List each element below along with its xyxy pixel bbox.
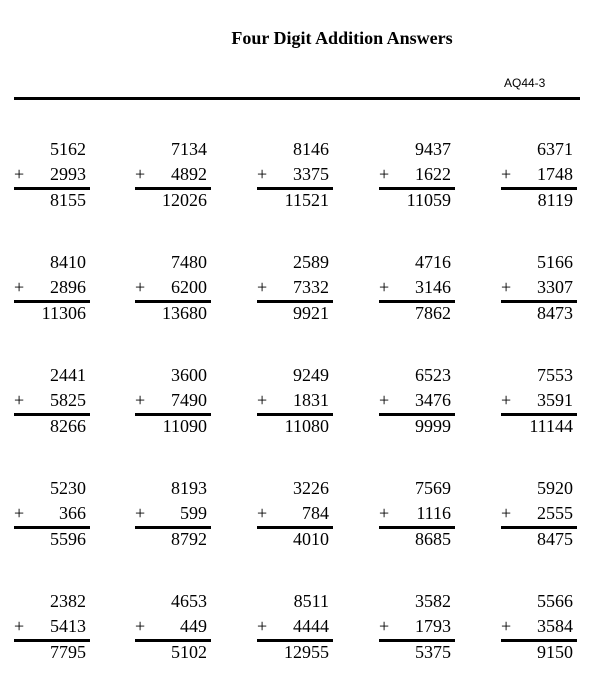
- addend-bottom: 3591: [537, 390, 573, 410]
- sum-answer: 5375: [415, 642, 451, 662]
- addend-top: 6371: [537, 139, 573, 159]
- addend-top: 3582: [415, 591, 451, 611]
- addition-problem: [135, 478, 211, 548]
- addend-top: 7569: [415, 478, 451, 498]
- addend-top: 5230: [50, 478, 86, 498]
- addition-problem: [135, 139, 211, 209]
- plus-sign: +: [501, 616, 512, 636]
- sum-answer: 11144: [529, 416, 573, 436]
- plus-sign: +: [14, 390, 25, 410]
- addend-bottom: 784: [302, 503, 329, 523]
- addend-top: 7480: [171, 252, 207, 272]
- addend-bottom: 1793: [415, 616, 451, 636]
- addend-bottom: 3584: [537, 616, 573, 636]
- addend-top: 4716: [415, 252, 451, 272]
- plus-sign: +: [501, 277, 512, 297]
- addend-top: 3226: [293, 478, 329, 498]
- addend-bottom: 5825: [50, 390, 86, 410]
- addend-top: 6523: [415, 365, 451, 385]
- addition-problem: [379, 478, 455, 548]
- addend-top: 2441: [50, 365, 86, 385]
- addend-top: 8410: [50, 252, 86, 272]
- sum-answer: 5596: [50, 529, 86, 549]
- addend-bottom: 5413: [50, 616, 86, 636]
- plus-sign: +: [135, 277, 146, 297]
- plus-sign: +: [135, 164, 146, 184]
- sum-answer: 5102: [171, 642, 207, 662]
- addend-bottom: 7332: [293, 277, 329, 297]
- addend-bottom: 2993: [50, 164, 86, 184]
- addend-top: 9437: [415, 139, 451, 159]
- addend-bottom: 6200: [171, 277, 207, 297]
- addend-top: 7134: [171, 139, 207, 159]
- addend-bottom: 2555: [537, 503, 573, 523]
- addition-problem: [379, 365, 455, 435]
- page-title: Four Digit Addition Answers: [231, 28, 453, 48]
- sum-answer: 11080: [284, 416, 329, 436]
- sum-answer: 8792: [171, 529, 207, 549]
- plus-sign: +: [14, 164, 25, 184]
- plus-sign: +: [257, 503, 268, 523]
- addition-problem: [379, 252, 455, 322]
- addition-problem: [135, 591, 211, 661]
- sum-answer: 7862: [415, 303, 451, 323]
- plus-sign: +: [501, 390, 512, 410]
- addition-problem: [501, 478, 577, 548]
- plus-sign: +: [14, 277, 25, 297]
- addend-bottom: 599: [180, 503, 207, 523]
- addition-problem: [257, 139, 333, 209]
- plus-sign: +: [379, 616, 390, 636]
- sum-answer: 8685: [415, 529, 451, 549]
- plus-sign: +: [379, 277, 390, 297]
- addition-problem: [135, 365, 211, 435]
- addend-bottom: 3146: [415, 277, 451, 297]
- plus-sign: +: [379, 164, 390, 184]
- addend-top: 8511: [293, 591, 329, 611]
- sum-answer: 11090: [162, 416, 207, 436]
- addition-problem: [135, 252, 211, 322]
- plus-sign: +: [379, 503, 390, 523]
- addend-top: 4653: [171, 591, 207, 611]
- sum-answer: 8473: [537, 303, 573, 323]
- addend-top: 8146: [293, 139, 329, 159]
- sum-answer: 12955: [284, 642, 329, 662]
- plus-sign: +: [14, 616, 25, 636]
- addend-top: 3600: [171, 365, 207, 385]
- plus-sign: +: [257, 277, 268, 297]
- addend-bottom: 1831: [293, 390, 329, 410]
- addition-problem: [257, 252, 333, 322]
- addition-problem: [257, 478, 333, 548]
- plus-sign: +: [257, 390, 268, 410]
- sum-answer: 9999: [415, 416, 451, 436]
- plus-sign: +: [501, 503, 512, 523]
- addition-problem: [14, 591, 90, 661]
- addition-problem: [257, 591, 333, 661]
- plus-sign: +: [135, 390, 146, 410]
- plus-sign: +: [501, 164, 512, 184]
- sum-answer: 8475: [537, 529, 573, 549]
- sum-answer: 11306: [41, 303, 86, 323]
- addend-top: 7553: [537, 365, 573, 385]
- sum-answer: 7795: [50, 642, 86, 662]
- sum-answer: 8155: [50, 190, 86, 210]
- worksheet-code: AQ44-3: [504, 76, 546, 90]
- sum-answer: 12026: [162, 190, 207, 210]
- addend-bottom: 4892: [171, 164, 207, 184]
- addition-problem: [379, 139, 455, 209]
- addend-bottom: 1748: [537, 164, 573, 184]
- addend-top: 5162: [50, 139, 86, 159]
- plus-sign: +: [14, 503, 25, 523]
- sum-answer: 11059: [406, 190, 451, 210]
- addend-bottom: 3375: [293, 164, 329, 184]
- sum-answer: 9921: [293, 303, 329, 323]
- addition-problem: [14, 252, 90, 322]
- addition-problem: [257, 365, 333, 435]
- addend-bottom: 3307: [537, 277, 573, 297]
- addend-bottom: 3476: [415, 390, 451, 410]
- plus-sign: +: [257, 616, 268, 636]
- sum-answer: 9150: [537, 642, 573, 662]
- addend-top: 8193: [171, 478, 207, 498]
- addition-problem: [14, 365, 90, 435]
- plus-sign: +: [257, 164, 268, 184]
- addend-top: 2382: [50, 591, 86, 611]
- sum-answer: 8119: [537, 190, 573, 210]
- addend-top: 2589: [293, 252, 329, 272]
- addend-top: 5566: [537, 591, 573, 611]
- addend-top: 5166: [537, 252, 573, 272]
- addition-problem: [501, 591, 577, 661]
- addend-top: 5920: [537, 478, 573, 498]
- addition-problem: [379, 591, 455, 661]
- sum-answer: 11521: [284, 190, 329, 210]
- addition-problem: [14, 478, 90, 548]
- sum-answer: 4010: [293, 529, 329, 549]
- addend-bottom: 2896: [50, 277, 86, 297]
- addend-bottom: 4444: [293, 616, 329, 636]
- sum-answer: 13680: [162, 303, 207, 323]
- plus-sign: +: [379, 390, 390, 410]
- addend-bottom: 366: [59, 503, 86, 523]
- plus-sign: +: [135, 616, 146, 636]
- addend-bottom: 449: [180, 616, 207, 636]
- sum-answer: 8266: [50, 416, 86, 436]
- addend-bottom: 1116: [416, 503, 451, 523]
- plus-sign: +: [135, 503, 146, 523]
- addition-problem: [14, 139, 90, 209]
- addend-bottom: 7490: [171, 390, 207, 410]
- addend-top: 9249: [293, 365, 329, 385]
- addition-problem: [501, 365, 577, 435]
- addition-problem: [501, 252, 577, 322]
- addition-problem: [501, 139, 577, 209]
- addend-bottom: 1622: [415, 164, 451, 184]
